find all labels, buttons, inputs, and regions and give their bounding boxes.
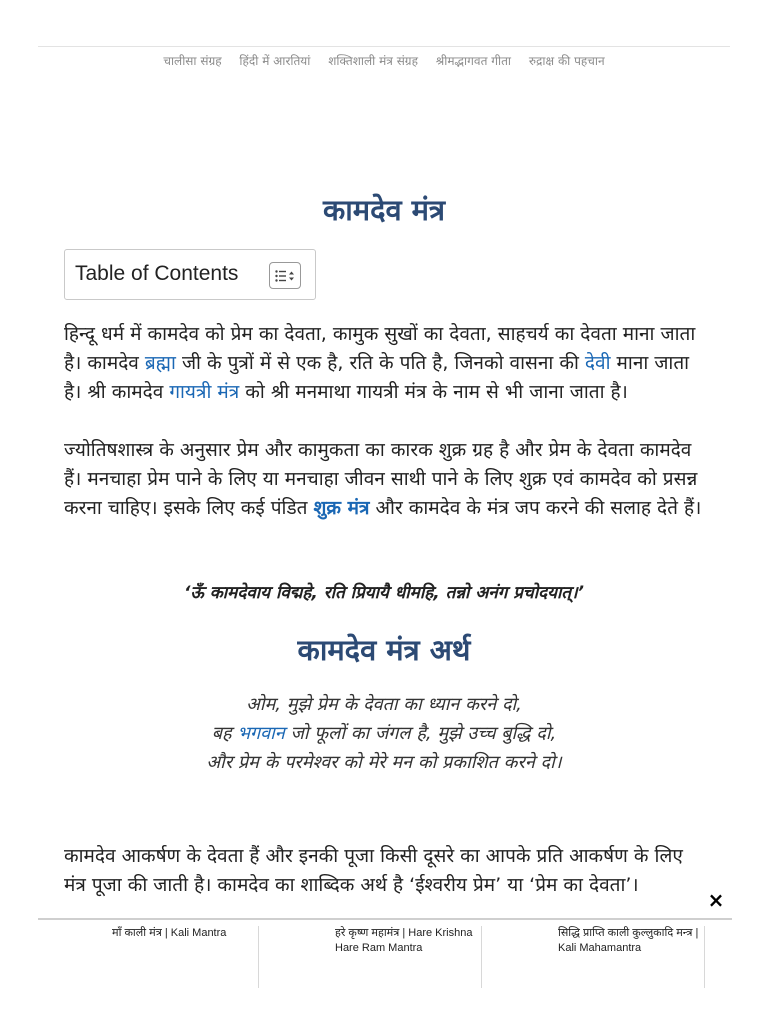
meaning-line-2-post: जो फूलों का जंगल है, मुझे उच्च बुद्धि दो, <box>284 723 557 744</box>
top-divider <box>38 46 730 47</box>
mantra-meaning-heading: कामदेव मंत्र अर्थ <box>297 633 471 667</box>
related-posts-bar <box>38 918 732 990</box>
related-divider <box>258 926 259 988</box>
close-icon[interactable]: × <box>707 888 725 912</box>
link-devi[interactable]: देवी <box>584 352 611 374</box>
intro-text-4: को श्री मनमाथा गायत्री मंत्र के नाम से भी जाना जाता है। <box>239 381 628 403</box>
link-bhagwan[interactable]: भगवान <box>237 723 285 744</box>
intro-text-1: हिन्दू धर्म में कामदेव को प्रेम का देवता, कामुक सुखों का देवता, साहचर्य का देवता माना जाता है। कामदेव <box>64 323 696 374</box>
astrology-text-2: और कामदेव के मंत्र जप करने की सलाह देते हैं। <box>369 497 702 519</box>
nav-item-rudraksha[interactable]: रुद्राक्ष की पहचान <box>528 54 605 68</box>
meaning-line-3: और प्रेम के परमेश्वर को मेरे मन को प्रकाशित करने दो। <box>206 752 562 773</box>
intro-paragraph <box>64 320 704 407</box>
astrology-text-1: ज्योतिषशास्त्र के अनुसार प्रेम और कामुकता का कारक शुक्र ग्रह है और प्रेम के देवता कामदेव हैं। मनचाहा प्रेम पाने के लिए या मनचाहा जीवन साथी पाने के लिए शुक्र एवं कामदेव को प्रसन्न करना चाहिए। इसके लिए कई पंडित <box>64 439 698 519</box>
attraction-paragraph: कामदेव आकर्षण के देवता हैं और इनकी पूजा किसी दूसरे का आपके प्रति आकर्षण के लिए मंत्र पूजा की जाती है। कामदेव का शाब्दिक अर्थ है ‘ईश्वरीय प्रेम’ या ‘प्रेम का देवता’। <box>64 845 683 896</box>
link-brahma[interactable]: ब्रह्मा <box>144 352 176 374</box>
related-divider <box>704 926 705 988</box>
table-of-contents[interactable] <box>64 249 316 300</box>
toc-toggle-button[interactable] <box>269 262 301 289</box>
meaning-line-2-pre: बह <box>211 723 238 744</box>
toc-label: Table of Contents <box>75 262 239 285</box>
related-post-kali-mantra[interactable]: माँ काली मंत्र | Kali Mantra <box>112 927 227 939</box>
intro-text-3: माना जाता है। श्री कामदेव <box>64 352 690 403</box>
related-divider <box>481 926 482 988</box>
kamdev-mantra-text: ‘ऊँ कामदेवाय विद्महे, रति प्रियायै धीमहि, तन्नो अनंग प्रचोदयात्।’ <box>183 583 584 603</box>
intro-text-2: जी के पुत्रों में से एक है, रति के पति है, जिनको वासना की <box>175 352 585 374</box>
nav-item-chalisa[interactable]: चालीसा संग्रह <box>163 54 222 68</box>
top-navigation <box>0 52 768 69</box>
related-post-kali-mahamantra[interactable]: सिद्धि प्राप्ति काली कुल्लुकादि मन्त्र | Kali Mahamantra <box>558 927 699 954</box>
mantra-meaning <box>64 690 704 777</box>
astrology-paragraph <box>64 436 704 523</box>
nav-item-gita[interactable]: श्रीमद्भागवत गीता <box>435 54 512 68</box>
page-title: कामदेव मंत्र <box>322 193 446 227</box>
link-gayatri-mantra[interactable]: गायत्री मंत्र <box>169 381 240 403</box>
link-shukra-mantra[interactable]: शुक्र मंत्र <box>313 497 370 519</box>
nav-item-aarti[interactable]: हिंदी में आरतियां <box>239 54 311 68</box>
meaning-line-1: ओम, मुझे प्रेम के देवता का ध्यान करने दो, <box>246 694 522 715</box>
nav-item-mantra[interactable]: शक्तिशाली मंत्र संग्रह <box>328 54 418 68</box>
related-post-hare-krishna[interactable]: हरे कृष्ण महामंत्र | Hare Krishna Hare Ram Mantra <box>335 927 473 954</box>
list-toggle-icon <box>275 270 295 282</box>
